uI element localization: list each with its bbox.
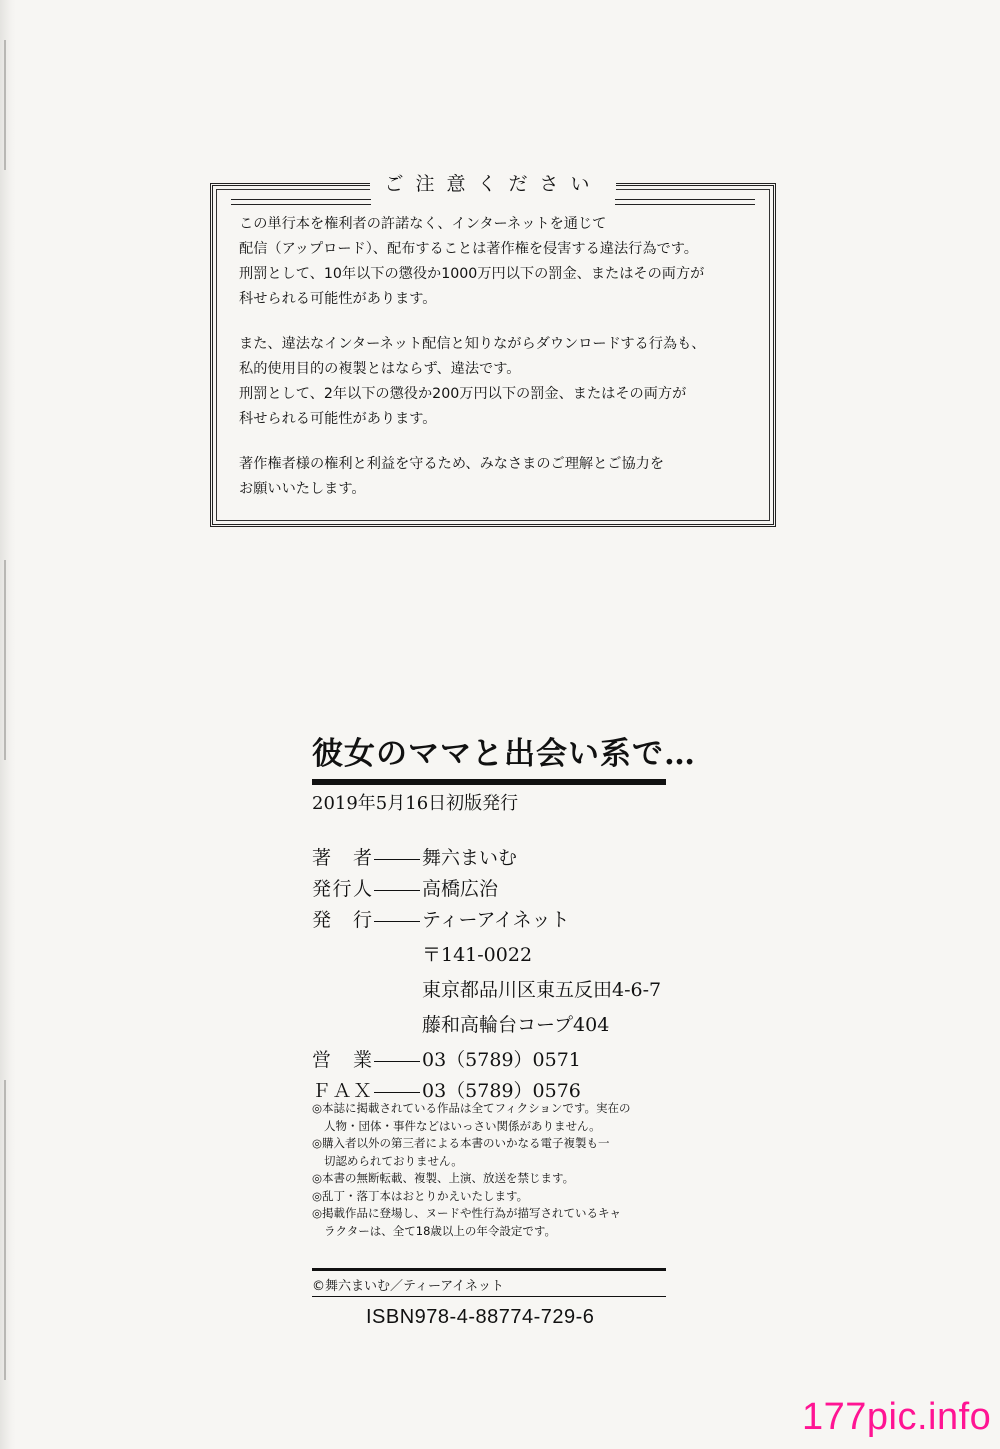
credit-sales — [312, 1045, 692, 1076]
title-rule — [312, 779, 666, 785]
credit-dash — [372, 843, 422, 874]
scan-edge — [0, 0, 16, 1449]
notice-paragraph-1 — [239, 212, 759, 312]
notice-line: 刑罰として、10年以下の懲役か1000万円以下の罰金、またはその両方が — [239, 266, 705, 282]
site-watermark: 177pic.info — [802, 1396, 992, 1438]
notice-body — [239, 212, 759, 522]
notice-line: 私的使用目的の複製とはならず、違法です。 — [239, 361, 521, 377]
credit-value: 03（5789）0571 — [422, 1049, 581, 1071]
scan-mark — [4, 40, 6, 170]
notes-rule — [312, 1268, 666, 1271]
legal-notes — [312, 1100, 672, 1240]
note-line: 切認められておりません。 — [324, 1153, 463, 1168]
note-line: ◎掲載作品に登場し、ヌードや性行為が描写されているキャ — [312, 1206, 622, 1220]
notice-line: お願いいたします。 — [239, 481, 366, 497]
credit-publisher — [312, 905, 692, 936]
title-rule-right — [615, 199, 755, 205]
notice-paragraph-3 — [239, 452, 759, 502]
copyright-line: ©舞六まいむ／ティーアイネット — [312, 1279, 505, 1294]
notice-line: 科せられる可能性があります。 — [239, 411, 437, 427]
notice-line: 科せられる可能性があります。 — [239, 291, 437, 307]
credit-dash — [372, 874, 422, 905]
credit-label: 営 業 — [312, 1049, 372, 1071]
notice-title: ご注意ください — [370, 171, 615, 197]
note-line: ◎本書の無断転載、複製、上演、放送を禁じます。 — [312, 1171, 575, 1185]
note-line: ラクターは、全て18歳以上の年令設定です。 — [324, 1223, 556, 1238]
credit-dash — [372, 905, 422, 936]
credit-author — [312, 843, 692, 874]
address-line: 東京都品川区東五反田4-6-7 — [422, 979, 662, 1001]
note-line: 人物・団体・事件などはいっさい関係がありません。 — [324, 1118, 601, 1133]
note-line: ◎購入者以外の第三者による本書のいかなる電子複製も一 — [312, 1136, 610, 1150]
scan-mark — [4, 560, 6, 760]
isbn: ISBN978-4-88774-729-6 — [366, 1306, 595, 1328]
notice-line: 配信（アップロード）、配布することは著作権を侵害する違法行為です。 — [239, 241, 698, 257]
title-rule-left — [231, 199, 371, 205]
credit-issuer — [312, 874, 692, 905]
copyright-notice-box — [210, 173, 776, 527]
address-postal-code: 〒141-0022 — [422, 944, 533, 966]
note-line: ◎乱丁・落丁本はおとりかえいたします。 — [312, 1188, 529, 1203]
notice-paragraph-2 — [239, 332, 759, 432]
credit-value: 03（5789）0576 — [422, 1080, 581, 1102]
book-title: 彼女のママと出会い系で… — [312, 736, 696, 772]
notice-line: この単行本を権利者の許諾なく、インターネットを通じて — [239, 216, 607, 232]
notice-line: 刑罰として、2年以下の懲役か200万円以下の罰金、またはその両方が — [239, 386, 687, 402]
credit-label: 発行人 — [312, 878, 372, 900]
notice-line: 著作権者様の権利と利益を守るため、みなさまのご理解とご協力を — [239, 456, 665, 472]
publication-date: 2019年5月16日初版発行 — [312, 793, 519, 814]
credit-label: 発 行 — [312, 909, 372, 931]
credit-value: 高橋広治 — [422, 878, 499, 900]
credit-dash — [372, 1045, 422, 1076]
credits — [312, 843, 692, 1107]
scan-mark — [4, 1080, 6, 1380]
notice-title-wrap — [213, 171, 773, 197]
notice-line: また、違法なインターネット配信と知りながらダウンロードする行為も、 — [239, 336, 706, 352]
credit-value: 舞六まいむ — [422, 847, 518, 869]
credit-label: 著 者 — [312, 847, 372, 869]
note-line: ◎本誌に掲載されている作品は全てフィクションです。実在の — [312, 1101, 631, 1115]
credit-value: ティーアイネット — [422, 909, 570, 931]
copyright-rule — [312, 1296, 666, 1297]
credit-label: ＦＡＸ — [312, 1080, 372, 1102]
address-building: 藤和高輪台コープ404 — [422, 1014, 610, 1036]
